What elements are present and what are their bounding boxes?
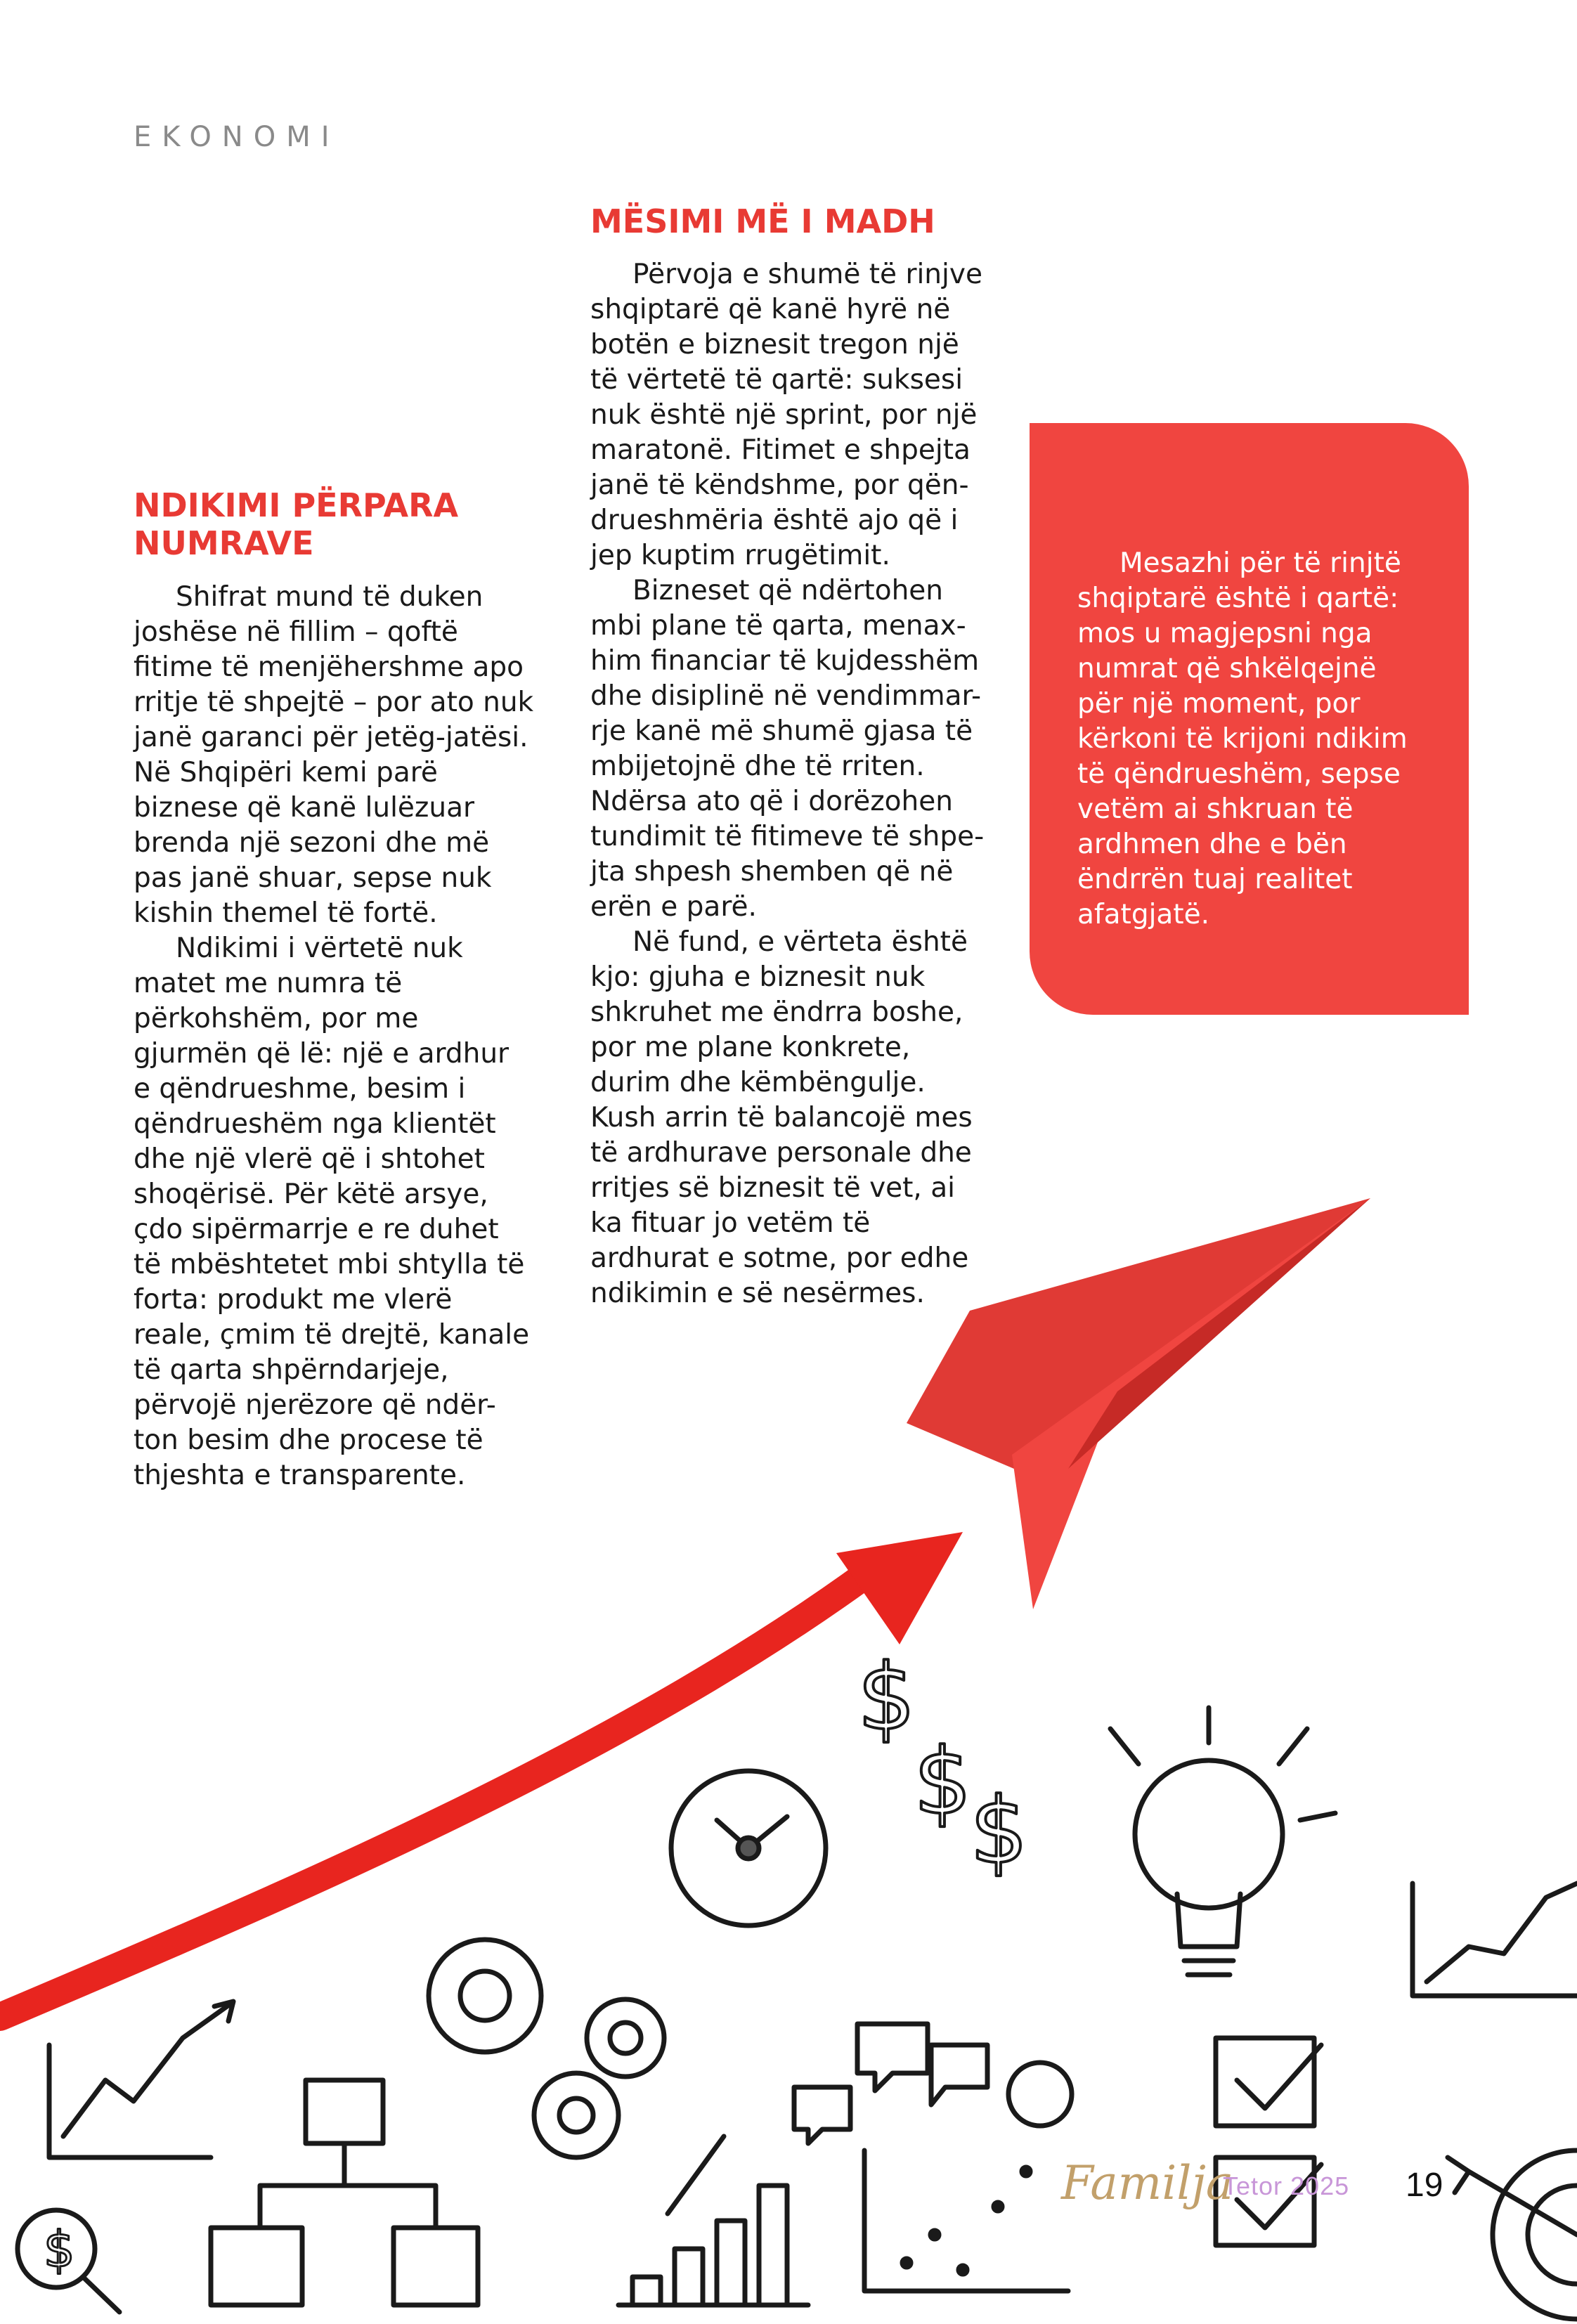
clock-icon — [671, 1771, 826, 1926]
middle-paragraph-1: Përvoja e shumë të rinjve shqiptarë që kanë hyrë në botën e biznesit tregon një të vërtetë të qartë: suksesi nuk është një sprint, por një maratonë. Fitimet e shpejta janë të këndshme, por qën-drueshmëria është ajo që i jep kuptim rrugëtimit. — [590, 259, 982, 571]
middle-heading: MËSIMI MË I MADH — [590, 202, 935, 240]
left-paragraph-1: Shifrat mund të duken joshëse në fillim – qoftë fitime të menjëhershme apo rritje të shpejtë – por ato nuk janë garanci për jetëg-jatësi. Në Shqipëri kemi parë biznese që kanë lulëzuar brenda një sezoni dhe më pas janë shuar, sepse nuk kishin themel të fortë. — [134, 581, 534, 929]
middle-paragraph-3: Në fund, e vërteta është kjo: gjuha e biznesit nuk shkruhet me ëndrra boshe, por me plane konkrete, durim dhe këmbëngulje. Kush arrin të balancojë mes të ardhurave personale dhe rritjes së biznesit të vet, ai ka fituar jo vetëm të ardhurat e sotme, por edhe ndikimin e së nesërmes. — [590, 926, 973, 1309]
left-paragraph-2: Ndikimi i vërtetë nuk matet me numra të përkohshëm, por me gjurmën që lë: një e ardhur e qëndrueshme, besim i qëndrueshëm nga klientët dhe një vlerë që i shtohet shoqërisë. Për këtë arsye, çdo sipërmarrje e re duhet të mbështetet mbi shtylla të forta: produkt me vlerë reale, çmim të drejtë, kanale të qarta shpërndarjeje, përvojë njerëzore që ndër-ton besim dhe procese të thjeshta e transparente. — [134, 933, 530, 1491]
magazine-logo: Familja — [1061, 2156, 1234, 2210]
middle-paragraph-2: Bizneset që ndërtohen mbi plane të qarta, menax-him financiar të kujdesshëm dhe disiplinë në vendimmar-rje kanë më shumë gjasa të mbijetojnë dhe të rriten. Ndërsa ato që i dorëzohen tundimit të fitimeve të shpe-jta shpesh shemben që në erën e parë. — [590, 575, 985, 923]
svg-text:$: $ — [857, 1644, 916, 1751]
scatter-icon — [864, 2150, 1068, 2291]
business-illustration — [0, 1153, 1577, 2324]
lightbulb-icon — [1110, 1708, 1335, 1975]
svg-text:$: $ — [44, 2221, 75, 2278]
paper-plane-icon — [907, 1198, 1370, 1609]
gear-icon — [429, 1940, 664, 2157]
search-icon — [18, 2210, 119, 2312]
section-label: EKONOMI — [134, 121, 340, 153]
svg-text:$: $ — [914, 1728, 972, 1835]
org-chart-icon — [211, 2080, 478, 2305]
callout-box — [1030, 423, 1469, 1015]
bar-chart-icon — [618, 2136, 808, 2305]
issue-date: Tetor 2025 — [1223, 2172, 1350, 2200]
arrow-icon — [0, 1532, 963, 2017]
area-chart-icon — [1413, 1883, 1577, 1996]
page-number: 19 — [1406, 2167, 1443, 2204]
dollar-icon — [857, 1644, 1028, 1884]
chat-icon — [794, 2024, 1072, 2143]
checkbox-icon — [1216, 2038, 1321, 2245]
callout-text: Mesazhi për të rinjtë shqiptarë është i qartë: mos u magjepsni nga numrat që shkëlqejnë për një moment, por kërkoni të krijoni ndikim të qëndrueshëm, sepse vetëm ai shkruan të ardhmen dhe e bën ëndrrën tuaj realitet afatgjatë. — [1077, 547, 1408, 930]
svg-text:$: $ — [970, 1777, 1028, 1884]
left-heading: NDIKIMI PËRPARA NUMRAVE — [134, 486, 459, 562]
target-icon — [1448, 2150, 1577, 2319]
chart-icon — [49, 2001, 233, 2157]
